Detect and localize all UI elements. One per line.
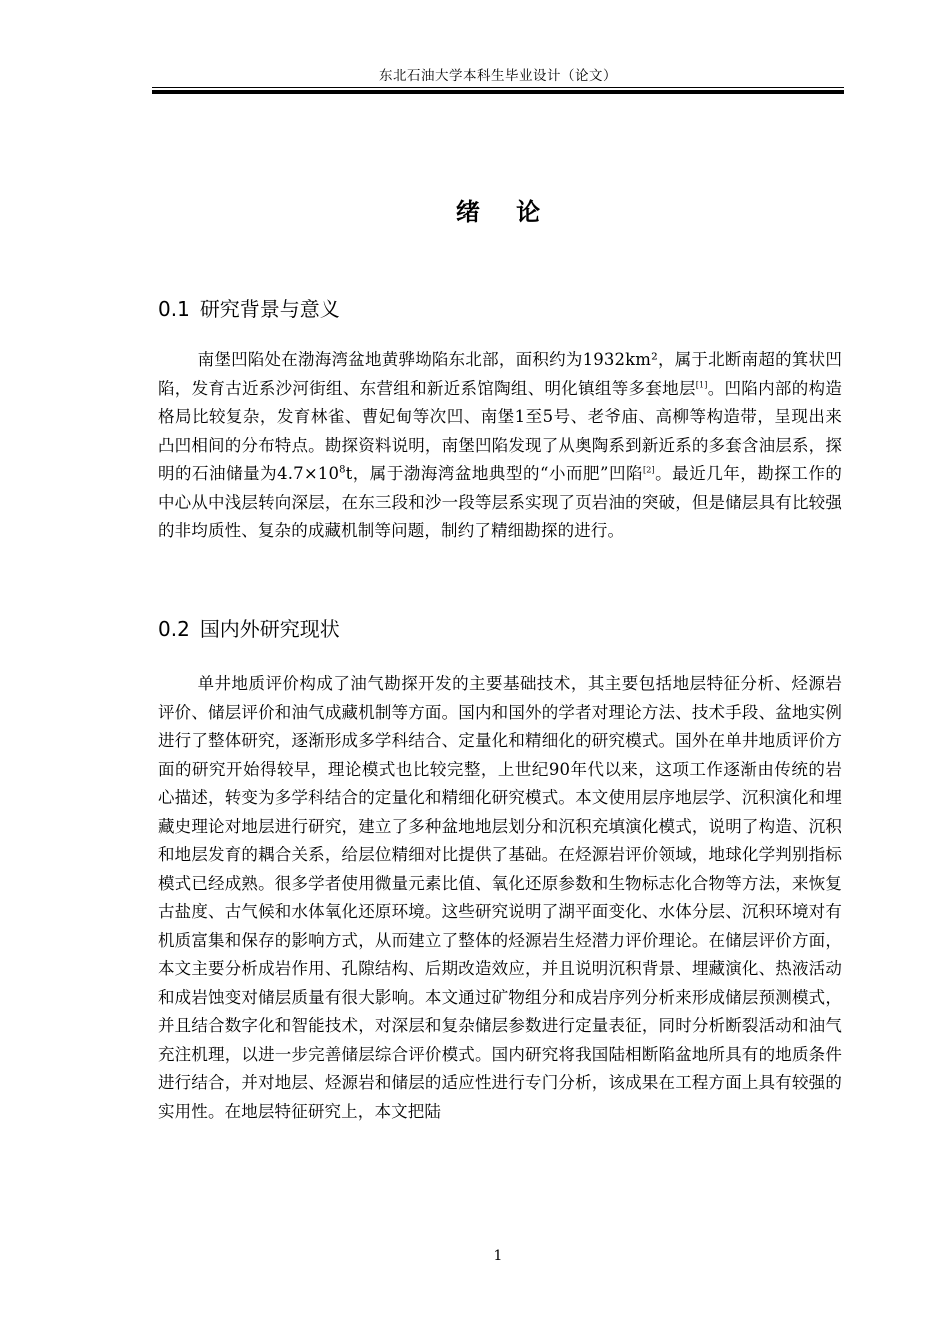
text-run: 。最近几年，勘探工作的中心从中浅层转向深层，在东三段和沙一段等层系实现了页岩油的突破，但是储层具有比较强的非均质性、复杂的成藏机制等问题，制约了精细勘探的进行。 xyxy=(158,464,843,540)
running-header: 东北石油大学本科生毕业设计（论文） xyxy=(379,68,617,84)
page-number: 1 xyxy=(493,1248,503,1264)
exponent: 8 xyxy=(339,464,346,476)
text-run: 。凹陷内部的构造格局比较复杂，发育林雀、曹妃甸等次凹、南堡1至5号、老爷庙、高柳等构造带，呈现出来凸凹相间的分布特点。勘探资料说明，南堡凹陷发现了从奥陶系到新近系的多套含油层系，探明的石油储量为4.7×10 xyxy=(158,378,842,483)
text-run: 南堡凹陷处在渤海湾盆地黄骅坳陷东北部，面积约为1932km²，属于北断南超的箕状凹陷，发育古近系沙河街组、东营组和新近系馆陶组、明化镇组等多套地层 xyxy=(158,350,842,398)
section-number: 0.2 xyxy=(158,617,190,641)
paragraph-research-status: 单井地质评价构成了油气勘探开发的主要基础技术，其主要包括地层特征分析、烃源岩评价、储层评价和油气成藏机制等方面。国内和国外的学者对理论方法、技术手段、盆地实例进行了整体研究，逐渐形成多学科结合、定量化和精细化的研究模式。国外在单井地质评价方面的研究开始得较早，理论模式也比较完整，上世纪90年代以来，这项工作逐渐由传统的岩心描述，转变为多学科结合的定量化和精细化研究模式。本文使用层序地层学、沉积演化和埋藏史理论对地层进行研究，建立了多种盆地地层划分和沉积充填演化模式，说明了构造、沉积和地层发育的耦合关系，给层位精细对比提供了基础。在烃源岩评价领域，地球化学判别指标模式已经成熟。很多学者使用微量元素比值、氧化还原参数和生物标志化合物等方法，来恢复古盐度、古气候和水体氧化还原环境。这些研究说明了湖平面变化、水体分层、沉积环境对有机质富集和保存的影响方式，从而建立了整体的烃源岩生烃潜力评价理论。在储层评价方面，本文主要分析成岩作用、孔隙结构、后期改造效应，并且说明沉积背景、埋藏演化、热液活动和成岩蚀变对储层质量有很大影响。本文通过矿物组分和成岩序列分析来形成储层预测模式，并且结合数字化和智能技术，对深层和复杂储层参数进行定量表征，同时分析断裂活动和油气充注机理，以进一步完善储层综合评价模式。国内研究将我国陆相断陷盆地所具有的地质条件进行结合，并对地层、烃源岩和储层的适应性进行专门分析，该成果在工程方面上具有较强的实用性。在地层特征研究上，本文把陆 xyxy=(158,674,842,1121)
section-heading-0-1 xyxy=(158,294,340,324)
section-number: 0.1 xyxy=(158,297,190,321)
chapter-title: 绪 论 xyxy=(455,198,555,226)
section-heading-0-2 xyxy=(158,614,340,644)
paragraph-background xyxy=(158,346,842,546)
header-rule-thick xyxy=(152,90,844,94)
citation-1: [1] xyxy=(695,380,708,389)
header-rule-thin xyxy=(152,87,844,88)
text-run: t，属于渤海湾盆地典型的“小而肥”凹陷 xyxy=(345,464,643,483)
section-title: 国内外研究现状 xyxy=(199,617,340,641)
section-title: 研究背景与意义 xyxy=(199,297,340,321)
citation-2: [2] xyxy=(643,465,655,475)
